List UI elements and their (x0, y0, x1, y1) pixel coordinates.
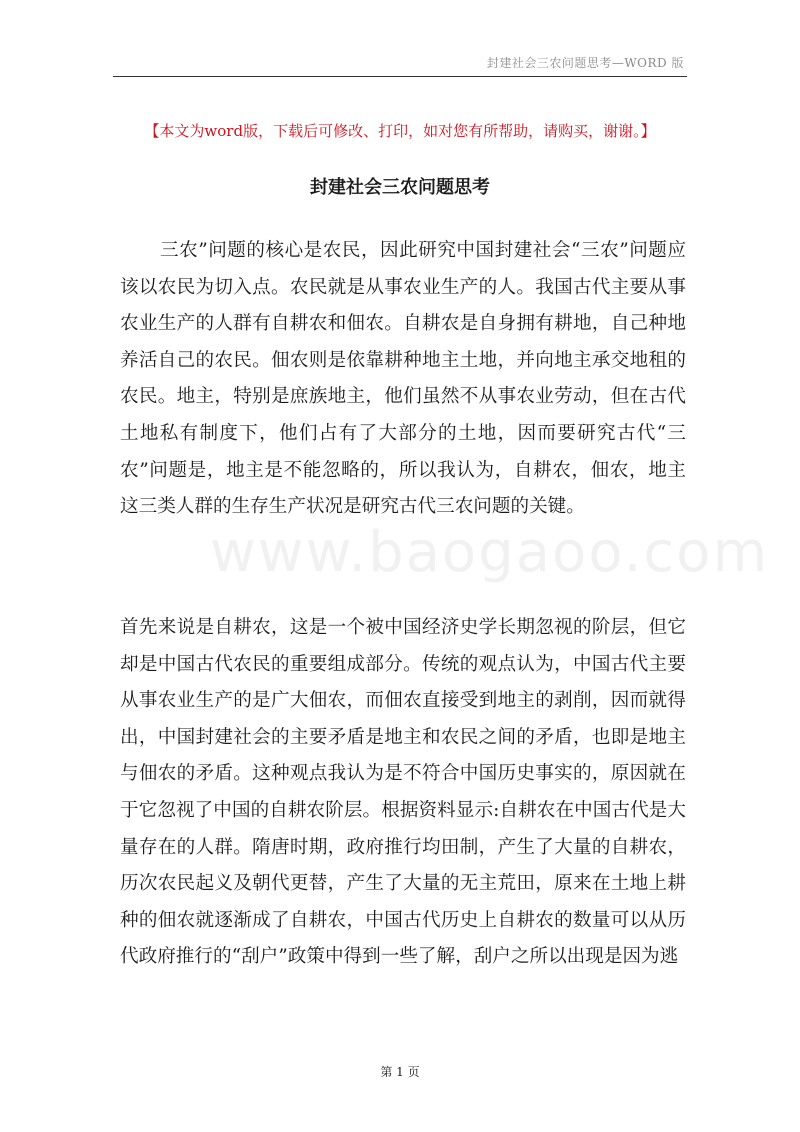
running-header: 封建社会三农问题思考—WORD 版 (486, 56, 684, 70)
purchase-notice: 【本文为word版，下载后可修改、打印，如对您有所帮助，请购买，谢谢。】 (144, 122, 656, 140)
body-paragraph-2: 首先来说是自耕农，这是一个被中国经济史学长期忽视的阶层，但它却是中国古代农民的重要组成部分。传统的观点认为，中国古代主要从事农业生产的是广大佃农，而佃农直接受到地主的剥削，因而就得出，中国封建社会的主要矛盾是地主和农民之间的矛盾，也即是地主与佃农的矛盾。这种观点我认为是不符合中国历史事实的，原因就在于它忽视了中国的自耕农阶层。根据资料显示:自耕农在中国古代是大量存在的人群。隋唐时期，政府推行均田制，产生了大量的自耕农，历次农民起义及朝代更替，产生了大量的无主荒田，原来在土地上耕种的佃农就逐渐成了自耕农，中国古代历史上自耕农的数量可以从历代政府推行的“刮户”政策中得到一些了解，刮户之所以出现是因为逃 (120, 617, 686, 968)
body-paragraph-1: 三农”问题的核心是农民，因此研究中国封建社会“三农”问题应该以农民为切入点。农民就是从事农业生产的人。我国古代主要从事农业生产的人群有自耕农和佃农。自耕农是自身拥有耕地，自己种地养活自己的农民。佃农则是依靠耕种地主土地，并向地主承交地租的农民。地主，特别是庶族地主，他们虽然不从事农业劳动，但在古代土地私有制度下，他们占有了大部分的土地，因而要研究古代“三农”问题是，地主是不能忽略的，所以我认为，自耕农，佃农，地主这三类人群的生存生产状况是研究古代三农问题的关键。 (120, 240, 686, 518)
header-divider (113, 76, 687, 77)
page-number: 第 1 页 (380, 1065, 420, 1079)
document-title: 封建社会三农问题思考 (310, 177, 490, 198)
watermark: www.baogaoo.com (210, 520, 769, 585)
